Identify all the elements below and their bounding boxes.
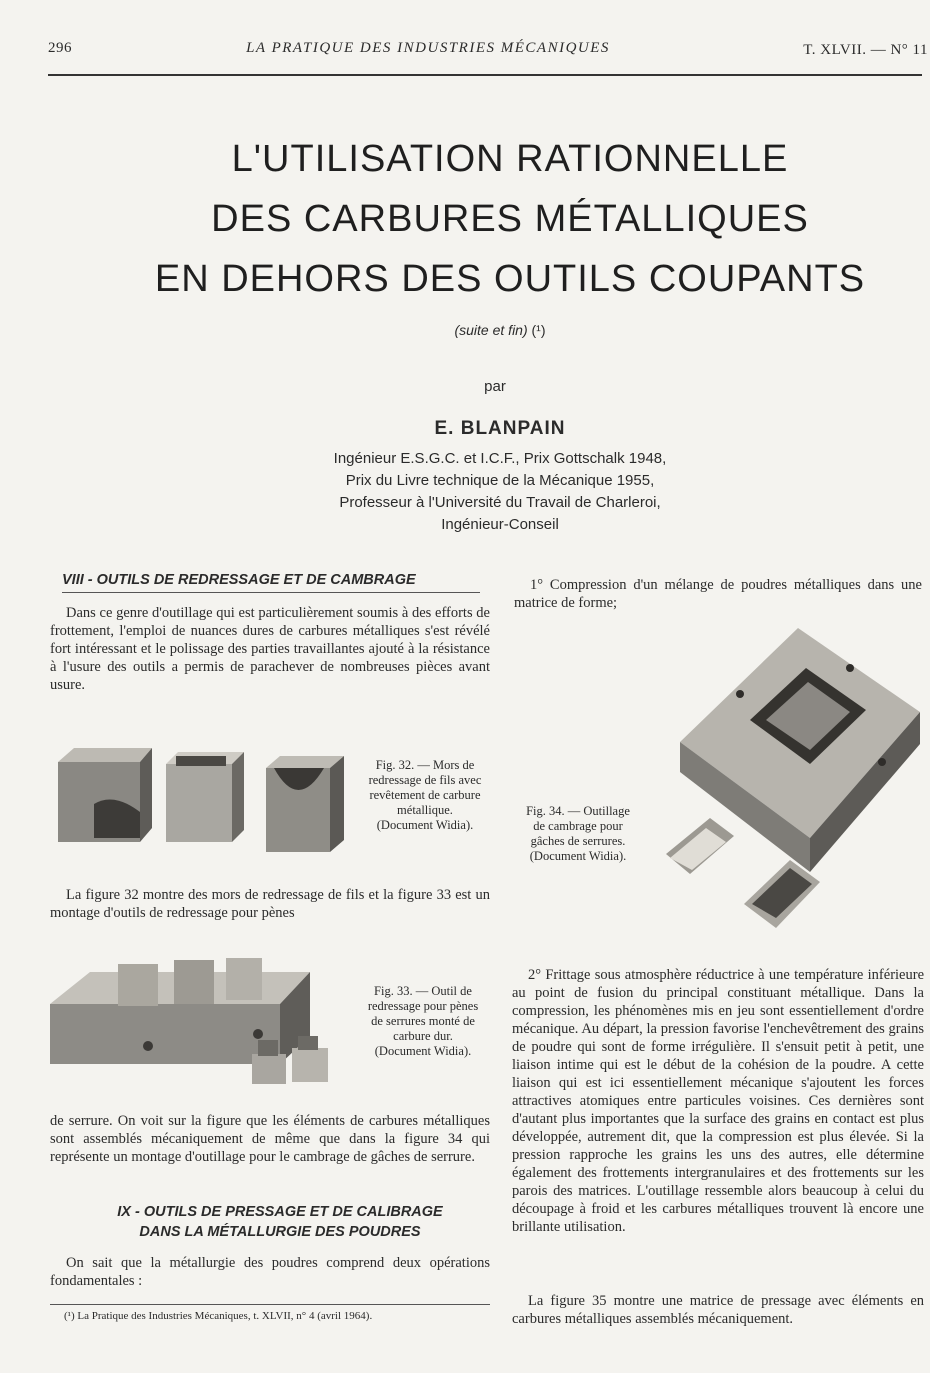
running-header <box>48 36 928 66</box>
caption-line: (Document Widia). <box>529 849 627 863</box>
caption-line: Fig. 34. — Outillage <box>526 804 630 818</box>
figure-34-drawing <box>640 622 922 940</box>
title-line-2: DES CARBURES MÉTALLIQUES <box>211 198 809 240</box>
page-number: 296 <box>48 40 72 56</box>
list-item-1: 1° Compression d'un mélange de poudres métalliques dans une matrice de forme; <box>514 577 922 611</box>
caption-line: redressage pour pènes <box>367 999 479 1013</box>
affiliation-line: Professeur à l'Université du Travail de Charleroi, <box>339 494 661 511</box>
journal-title: LA PRATIQUE DES INDUSTRIES MÉCANIQUES <box>246 40 610 56</box>
section-viii-paragraph-1: Dans ce genre d'outillage qui est particulièrement soumis à des efforts de frottement, l'emploi de nuances dures de carbures métalliques s'est révélé fort intéressant et le polissage des parties travaillantes ajouté à la résistance à l'usure des outils a permis de parachever de nombreuses pièces avant usure. <box>50 605 490 693</box>
subtitle <box>0 322 930 338</box>
figure-33-caption <box>354 984 492 1059</box>
caption-line: Fig. 32. — Mors de <box>375 758 475 772</box>
figure-33-drawing <box>40 944 350 1096</box>
caption-line: redressage de fils avec <box>368 773 482 787</box>
affiliation-line: Ingénieur-Conseil <box>441 516 559 533</box>
footnote-rule <box>50 1304 490 1305</box>
section-heading-ix-line-2: DANS LA MÉTALLURGIE DES POUDRES <box>139 1224 421 1240</box>
volume-number: T. XLVII. — N° 11 <box>803 42 928 58</box>
section-viii-paragraph-3: de serrure. On voit sur la figure que les éléments de carbures métalliques sont assemblés mécaniquement de même que dans la figure 34 qui représente un montage d'outillage pour le cambrage de gâches de serrure. <box>50 1113 490 1165</box>
figure-32-caption <box>356 758 494 833</box>
figure-33-image <box>40 944 350 1096</box>
affiliation-line: Ingénieur E.S.G.C. et I.C.F., Prix Gottschalk 1948, <box>333 450 667 467</box>
section-heading-ix-line-1: IX - OUTILS DE PRESSAGE ET DE CALIBRAGE <box>117 1204 443 1220</box>
caption-line: revêtement de carbure <box>369 788 481 802</box>
section-heading-viii: VIII - OUTILS DE REDRESSAGE ET DE CAMBRAGE <box>62 572 416 588</box>
caption-line: (Document Widia). <box>376 818 474 832</box>
right-column-closing-paragraph: La figure 35 montre une matrice de pressage avec éléments en carbures métalliques assemblés mécaniquement. <box>512 1293 924 1327</box>
caption-line: (Document Widia). <box>374 1044 472 1058</box>
section-ix-paragraph-1: On sait que la métallurgie des poudres comprend deux opérations fondamentales : <box>50 1255 490 1289</box>
figure-34-image <box>640 622 922 940</box>
list-item-2: 2° Frittage sous atmosphère réductrice à une température inférieure au point de fusion du principal constituant métallique. Dans la compression, les phénomènes mis en jeu sont essentiellement d'ordre mécanique. Au départ, la pression favorise l'enchevêtrement des grains de poudre qui sont de forme irrégulière. Il s'ensuit petit à petit, une liaison intime qui est le début de la cohésion de la poudre. A cette liaison qui est ici essentiellement mécanique s'ajoutent les forces attractives atomiques entre particules voisines. Ces dernières sont d'autant plus importantes que la surface des grains en contact est plus développée, autrement dit, que la compression est plus élevée. Si la pression rapproche les grains les uns des autres, elle détermine également des frottements intergranulaires et des frottements sur les parois des matrices. L'outillage ressemble alors beaucoup à celui du découpage à froid et les carbures métalliques trouvent là encore une brillante utilisation. <box>512 967 924 1235</box>
caption-line: carbure dur. <box>393 1029 453 1043</box>
caption-line: gâches de serrures. <box>530 834 626 848</box>
caption-line: de cambrage pour <box>533 819 623 833</box>
figure-32-drawing <box>54 742 344 860</box>
subtitle-footnote-ref: (¹) <box>531 322 546 338</box>
caption-line: métallique. <box>397 803 453 817</box>
author-name: E. BLANPAIN <box>434 418 566 439</box>
title-line-1: L'UTILISATION RATIONNELLE <box>231 138 789 180</box>
affiliation-line: Prix du Livre technique de la Mécanique 1955, <box>345 472 655 489</box>
figure-34-caption <box>510 804 646 864</box>
section-viii-paragraph-2: La figure 32 montre des mors de redressage de fils et la figure 33 est un montage d'outils de redressage pour pènes <box>50 887 490 921</box>
subtitle-text: (suite et fin) <box>454 322 528 338</box>
caption-line: de serrures monté de <box>371 1014 475 1028</box>
header-rule <box>48 74 922 76</box>
section-heading-underline <box>62 592 480 593</box>
caption-line: Fig. 33. — Outil de <box>374 984 472 998</box>
footnote: (¹) La Pratique des Industries Mécaniques, t. XLVII, n° 4 (avril 1964). <box>64 1310 373 1322</box>
section-heading-ix <box>80 1202 480 1242</box>
figure-32-image <box>54 742 344 860</box>
byline-par: par <box>484 378 506 395</box>
title-line-3: EN DEHORS DES OUTILS COUPANTS <box>154 258 866 300</box>
